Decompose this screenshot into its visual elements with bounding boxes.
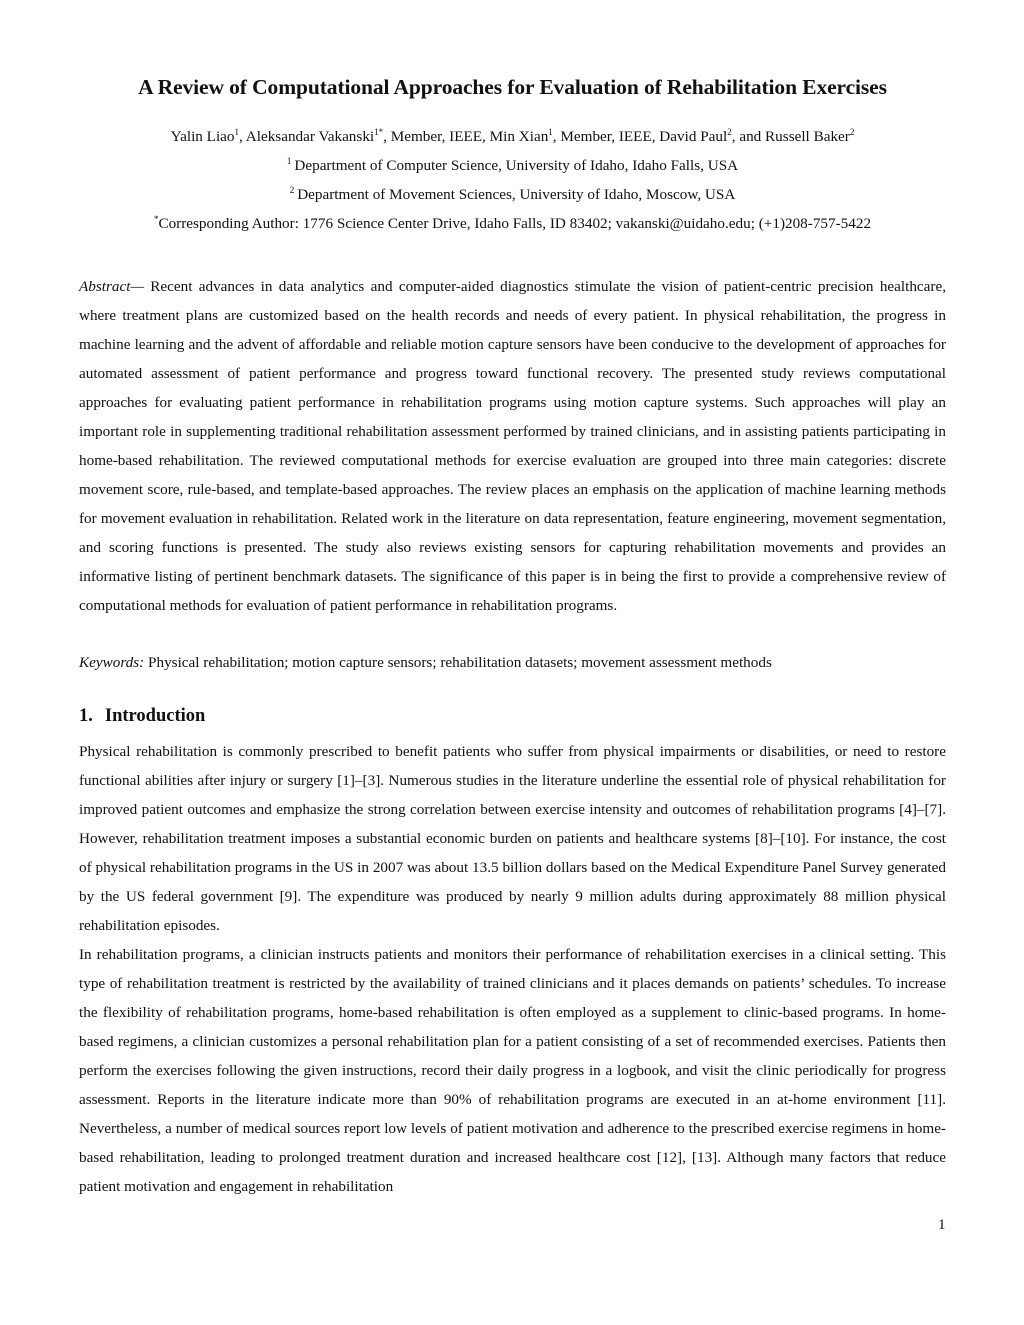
affiliation-text: Department of Movement Sciences, University of Idaho, Moscow, USA [297, 186, 736, 203]
section-title: Introduction [104, 706, 206, 726]
body-paragraph: In rehabilitation programs, a clinician instructs patients and monitors their performance of rehabilitation exercises in a clinical setting. This type of rehabilitation treatment is restricted by the availability of trained clinicians and it places demands on patients’ schedules. To increase the flexibility of rehabilitation programs, home-based rehabilitation is often employed as a supplement to clinic-based programs. In home-based regimens, a clinician customizes a personal rehabilitation plan for a patient consisting of a set of recommended exercises. Patients then perform the exercises following the given instructions, record their daily progress in a logbook, and visit the clinic periodically for progress assessment. Reports in the literature indicate more than 90% of rehabilitation programs are executed in an at-home environment [11]. Nevertheless, a number of medical sources report low levels of patient motivation and adherence to the prescribed exercise regimens in home-based rehabilitation, leading to prolonged treatment duration and increased healthcare cost [12], [13]. Although many factors that reduce patient motivation and engagement in rehabilitation [79, 946, 946, 1195]
author-affiliation-mark: 1* [374, 127, 384, 137]
author-name: , Member, IEEE, Min Xian [383, 128, 549, 145]
author-name: Yalin Liao [170, 128, 235, 145]
affiliation-mark: 2 [289, 185, 295, 195]
affiliation-text: Department of Computer Science, University of Idaho, Idaho Falls, USA [294, 157, 739, 174]
abstract-label: Abstract— [79, 278, 144, 295]
author-affiliation-mark: 2 [727, 127, 732, 137]
author-affiliation-mark: 2 [849, 127, 855, 137]
author-name: , Aleksandar Vakanski [239, 128, 375, 145]
section-number: 1. [79, 706, 93, 726]
corresponding-mark: * [153, 214, 159, 224]
keywords-text: Physical rehabilitation; motion capture sensors; rehabilitation datasets; movement assessment methods [148, 654, 772, 671]
affiliation-1 [79, 157, 946, 175]
corresponding-author [79, 215, 946, 233]
paper-title: A Review of Computational Approaches for Evaluation of Rehabilitation Exercises [138, 75, 887, 99]
affiliation-2 [79, 186, 946, 204]
author-affiliation-mark: 1 [234, 127, 240, 137]
author-list [79, 128, 946, 146]
keywords-label: Keywords: [79, 654, 145, 671]
author-name: , and Russell Baker [731, 128, 850, 145]
section-heading-introduction [79, 706, 205, 727]
body-paragraph: Physical rehabilitation is commonly prescribed to benefit patients who suffer from physical impairments or disabilities, or need to restore functional abilities after injury or surgery [1]–[3]. Numerous studies in the literature underline the essential role of physical rehabilitation for improved patient outcomes and emphasize the strong correlation between exercise intensity and outcomes of rehabilitation programs [4]–[7]. However, rehabilitation treatment imposes a substantial economic burden on patients and healthcare systems [8]–[10]. For instance, the cost of physical rehabilitation programs in the US in 2007 was about 13.5 billion dollars based on the Medical Expenditure Panel Survey generated by the US federal government [9]. The expenditure was produced by nearly 9 million adults during approximately 88 million physical rehabilitation episodes. [79, 743, 946, 934]
abstract-text: Recent advances in data analytics and computer-aided diagnostics stimulate the vision of patient-centric precision healthcare, where treatment plans are customized based on the health records and needs of every patient. In physical rehabilitation, the progress in machine learning and the advent of affordable and reliable motion capture sensors have been conducive to the development of approaches for automated assessment of patient performance and progress toward functional recovery. The presented study reviews computational approaches for evaluating patient performance in rehabilitation programs using motion capture systems. Such approaches will play an important role in supplementing traditional rehabilitation assessment performed by trained clinicians, and in assisting patients participating in home-based rehabilitation. The reviewed computational methods for exercise evaluation are grouped into three main categories: discrete movement score, rule-based, and template-based approaches. The review places an emphasis on the application of machine learning methods for movement evaluation in rehabilitation. Related work in the literature on data representation, feature engineering, movement segmentation, and scoring functions is presented. The study also reviews existing sensors for capturing rehabilitation movements and provides an informative listing of pertinent benchmark datasets. The significance of this paper is in being the first to provide a comprehensive review of computational methods for evaluation of patient performance in rehabilitation programs. [79, 278, 947, 614]
keywords [79, 648, 946, 677]
author-affiliation-mark: 1 [548, 127, 553, 137]
page-number: 1 [938, 1216, 946, 1233]
abstract [79, 272, 946, 620]
affiliation-mark: 1 [286, 156, 292, 166]
corresponding-text: Corresponding Author: 1776 Science Center Drive, Idaho Falls, ID 83402; vakanski@uidaho.edu; (+1)208-757-5422 [158, 215, 872, 232]
author-name: , Member, IEEE, David Paul [552, 128, 728, 145]
